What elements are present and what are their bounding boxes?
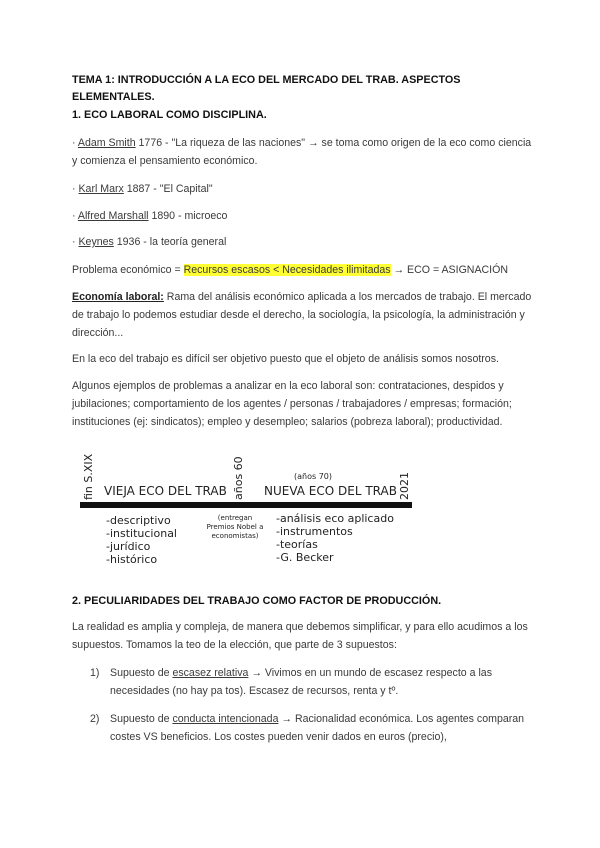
timeline-bar — [80, 502, 412, 508]
highlighted-text: Recursos escasos < Necesidades ilimitadas — [183, 264, 391, 276]
term: conducta intencionada — [172, 713, 279, 725]
nobel-note: (entregan Premios Nobel a economistas) — [206, 514, 264, 540]
label-anos-70: (años 70) — [294, 472, 332, 481]
vieja-list: -descriptivo -institucional -jurídico -histórico — [106, 514, 177, 566]
author-line-smith: · Adam Smith 1776 - "La riqueza de las naciones" → se toma como origen de la eco como ciencia y comienza el pensamiento económico. — [72, 137, 532, 167]
section-2-heading: 2. PECULIARIDADES DEL TRABAJO COMO FACTOR DE PRODUCCIÓN. — [72, 595, 442, 607]
author-line-marx: · Karl Marx 1887 - "El Capital" — [72, 183, 213, 195]
term: escasez relativa — [172, 667, 249, 679]
label-vieja-eco: VIEJA ECO DEL TRAB — [104, 484, 227, 498]
author-line-keynes: · Keynes 1936 - la teoría general — [72, 236, 227, 248]
list-item: 1) Supuesto de escasez relativa → Vivimos en un mundo de escasez respecto a las necesidades (no hay pa tos). Escasez de recursos, renta y tº. — [90, 667, 492, 697]
term: Economía laboral: — [72, 291, 164, 303]
section-2-intro: La realidad es amplia y compleja, de manera que debemos simplificar, y para ello acudimos a los supuestos. Tomamos la teo de la elección, que parte de 3 supuestos: — [72, 621, 528, 651]
problema-economico: Problema económico = Recursos escasos < Necesidades ilimitadas → ECO = ASIGNACIÓN — [72, 264, 509, 276]
page-title: TEMA 1: INTRODUCCIÓN A LA ECO DEL MERCADO DEL TRAB. ASPECTOS ELEMENTALES. — [72, 74, 461, 103]
list-item: 2) Supuesto de conducta intencionada → Racionalidad económica. Los agentes comparan costes VS beneficios. Los costes pueden venir dados en euros (precio), — [90, 713, 525, 743]
author-name: Karl Marx — [78, 183, 124, 195]
label-fin-sxix: fin S.XIX — [82, 453, 95, 500]
timeline-diagram — [68, 454, 418, 574]
economia-laboral-paragraph: Economía laboral: Rama del análisis económico aplicada a los mercados de trabajo. El mercado de trabajo lo podemos estudiar desde el derecho, la sociología, la psicología, la administración y dirección... — [72, 291, 532, 339]
section-1-heading: 1. ECO LABORAL COMO DISCIPLINA. — [72, 109, 267, 121]
author-name: Keynes — [78, 236, 114, 248]
paragraph-ejemplos: Algunos ejemplos de problemas a analizar en la eco laboral son: contrataciones, despidos y jubilaciones; comportamiento de los agentes / personas / trabajadores / empresas; formación; instituciones (ej: sindicatos); empleo y desempleo; salarios (pobreza laboral); productividad. — [72, 380, 512, 428]
label-nueva-eco: NUEVA ECO DEL TRAB — [264, 484, 397, 498]
label-anos-60: años 60 — [232, 456, 245, 500]
label-2021: 2021 — [398, 472, 411, 500]
paragraph-objetivo: En la eco del trabajo es difícil ser objetivo puesto que el objeto de análisis somos nosotros. — [72, 353, 499, 365]
author-name: Alfred Marshall — [77, 210, 149, 222]
nueva-list: -análisis eco aplicado -instrumentos -teorías -G. Becker — [276, 512, 394, 564]
author-name: Adam Smith — [77, 137, 136, 149]
author-line-marshall: · Alfred Marshall 1890 - microeco — [72, 210, 228, 222]
